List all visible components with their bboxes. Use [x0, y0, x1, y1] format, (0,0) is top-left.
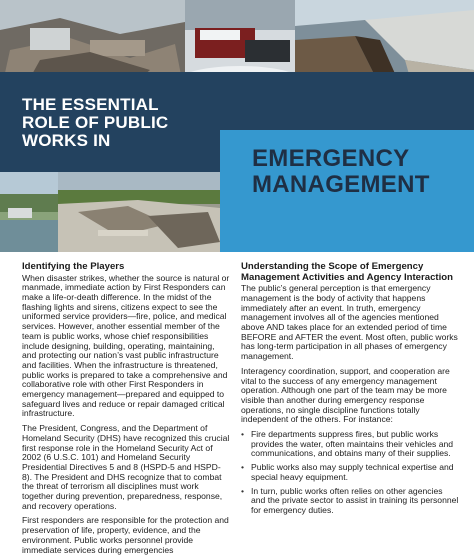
section-heading: Understanding the Scope of Emergency Management Activities and Agency Interaction	[241, 261, 453, 283]
title-line: WORKS IN	[22, 131, 111, 150]
bullet-item: • In turn, public works often relies on other agencies and the private sector to assist in training its personnel for emergency duties.	[241, 487, 459, 516]
right-column	[241, 262, 459, 520]
paragraph: The public’s general perception is that emergency management is the body of activity that happens immediately after an event. In truth, emergency management involves all of the agencies mentioned above AND takes place for an extended period of time BEFORE and AFTER the event. Most often, public works has long-term participation in all phases of emergency management.	[241, 283, 458, 362]
paragraph: First responders are responsible for the protection and preservation of life, property, evidence, and the environment. Public works personnel provide immediate services during emergencies	[22, 515, 229, 555]
bullet-list	[241, 430, 459, 516]
title-line: THE ESSENTIAL	[22, 95, 159, 114]
paragraph: When disaster strikes, whether the source is natural or manmade, immediate action by First Responders can make a life-or-death difference. In the midst of the flashing lights and sirens, citizens expect to see the uniformed service providers—fire, police, and medical services. However, another essential member of the team is public works, whose chief responsibilities include designing, building, operating, maintaining, and protecting our nation’s vast public infrastructure and facilities. When the infrastructure is threatened, public works is prepared to take a comprehensive and collaborative role with other First Responders in emergency management—prepared and equipped to safeguard lives and reduce or repair damaged critical infrastructure.	[22, 272, 230, 419]
bullet-item: • Fire departments suppress fires, but public works provides the water, often maintains their vehicles and communications, and obtains many of their supplies.	[241, 430, 459, 459]
title-lower	[252, 146, 467, 198]
paragraph: Interagency coordination, support, and cooperation are vital to the success of any emergency management operation. Although one part of the team may be more visible than another during emergency response operations, no single discipline functions totally independent of the others. For instance:	[241, 365, 450, 425]
flooded-street-photo	[0, 172, 58, 252]
title-line: ROLE OF PUBLIC	[22, 113, 169, 132]
title-line: MANAGEMENT	[252, 171, 430, 198]
bullet-item: • Public works also may supply technical expertise and special heavy equipment.	[241, 463, 459, 482]
title-line: EMERGENCY	[252, 145, 410, 172]
section-heading: Identifying the Players	[22, 261, 125, 272]
left-column	[22, 262, 230, 560]
title-upper	[22, 96, 222, 150]
collapsed-bridge-debris-photo	[58, 172, 220, 252]
paragraph: The President, Congress, and the Department of Homeland Security (DHS) have recognized this crucial first response role in the Homeland Security Act of 2002 (6 U.S.C. 101) and Homeland Security Presidential Directives 5 and 8 (HSPD-5 and HSPD-8). The President and DHS recognize that to combat the threat of terrorism all disciplines must work together during prevention, preparedness, response, and recovery operations.	[22, 423, 230, 511]
